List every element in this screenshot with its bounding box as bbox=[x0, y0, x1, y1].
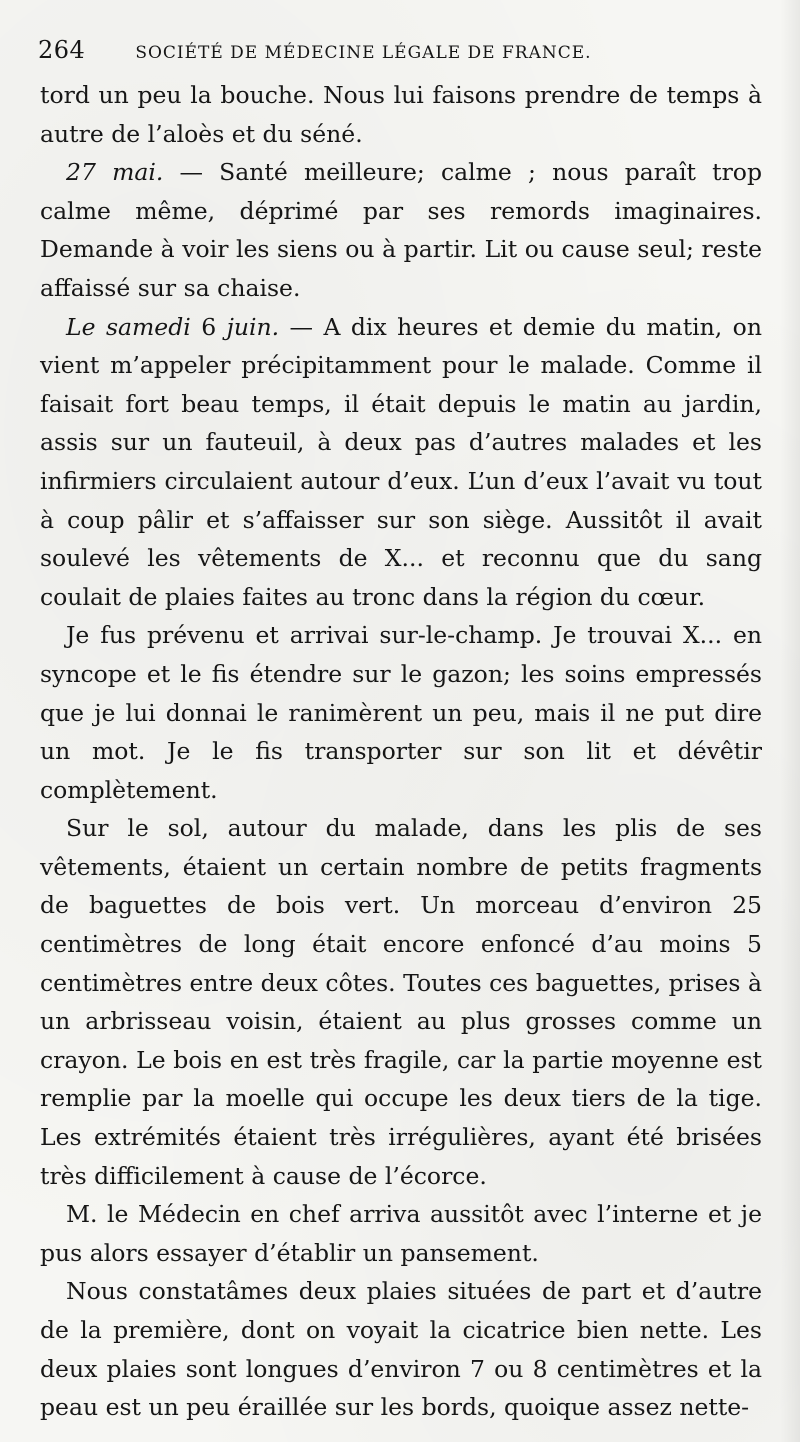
paragraph-27-mai bbox=[40, 153, 762, 307]
date-lead: Le samedi bbox=[66, 312, 191, 341]
paragraph-plaies bbox=[40, 1272, 762, 1426]
page-edge-shadow bbox=[780, 0, 800, 1442]
paragraph-continuation bbox=[40, 76, 762, 153]
paragraph-text: Nous constatâmes deux plaies situées de part et d’autre de la première, dont on voyait la cicatrice bien nette. Les deux plaies sont longues d’environ 7 ou 8 centimètres et la peau est un peu éraillée sur les bords, quoique assez nette- bbox=[40, 1277, 762, 1422]
paragraph-text: Sur le sol, autour du malade, dans les plis de ses vêtements, étaient un certain nombre de petits fragments de baguettes de bois vert. Un morceau d’environ 25 centimètres de long était encore enfoncé d’au moins 5 centimètres entre deux côtes. Toutes ces baguettes, prises à un arbrisseau voisin, étaient au plus grosses comme un crayon. Le bois en est très fragile, car la partie moyenne est remplie par la moelle qui occupe les deux tiers de la tige. Les extrémités étaient très irrégulières, ayant été brisées très difficilement à cause de l’écorce. bbox=[40, 814, 762, 1190]
date-lead-number: 6 bbox=[190, 312, 227, 341]
paragraph-6-juin bbox=[40, 308, 762, 617]
paragraph-sol bbox=[40, 809, 762, 1195]
running-head: SOCIÉTÉ DE MÉDECINE LÉGALE DE FRANCE. bbox=[135, 43, 592, 63]
page-header bbox=[38, 36, 738, 66]
paragraph-prevenu bbox=[40, 616, 762, 809]
paragraph-text: — Santé meilleure; calme ; nous paraît trop calme même, déprimé par ses remords imaginaires. Demande à voir les siens ou à partir. Lit ou cause seul; reste affaissé sur sa chaise. bbox=[40, 158, 762, 302]
paragraph-text: tord un peu la bouche. Nous lui faisons prendre de temps à autre de l’aloès et du séné. bbox=[40, 81, 762, 148]
page-number: 264 bbox=[38, 36, 86, 64]
body-text bbox=[40, 76, 762, 1427]
paragraph-text: Je fus prévenu et arrivai sur-le-champ. Je trouvai X... en syncope et le fis étendre sur le gazon; les soins empressés que je lui donnai le ranimèrent un peu, mais il ne put dire un mot. Je le fis transporter sur son lit et dévêtir complètement. bbox=[40, 621, 762, 804]
paragraph-text: M. le Médecin en chef arriva aussitôt avec l’interne et je pus alors essayer d’établir un pansement. bbox=[40, 1200, 762, 1267]
paragraph-text: — A dix heures et demie du matin, on vient m’appeler précipitamment pour le malade. Comme il faisait fort beau temps, il était depuis le matin au jardin, assis sur un fauteuil, à deux pas d’autres malades et les infirmiers circulaient autour d’eux. L’un d’eux l’avait vu tout à coup pâlir et s’affaisser sur son siège. Aussitôt il avait soulevé les vêtements de X... et reconnu que du sang coulait de plaies faites au tronc dans la région du cœur. bbox=[40, 312, 762, 611]
date-lead: 27 mai. bbox=[66, 158, 164, 187]
date-lead-month: juin. bbox=[226, 312, 280, 341]
paragraph-medecin bbox=[40, 1195, 762, 1272]
